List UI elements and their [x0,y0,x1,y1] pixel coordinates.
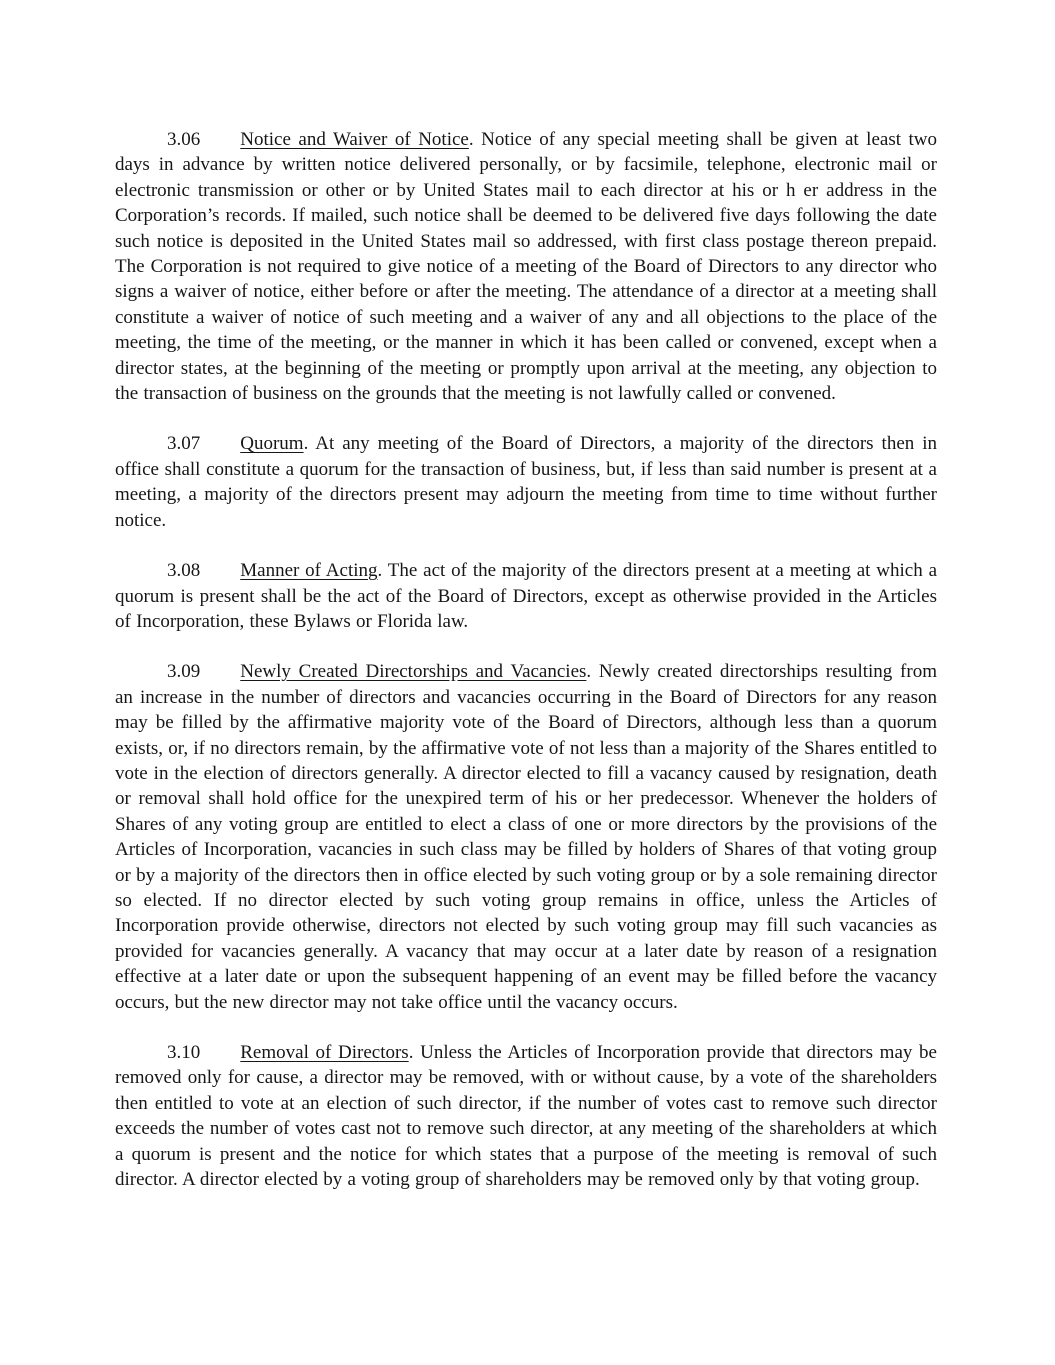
section-paragraph-3-08 [115,558,937,634]
section-number: 3.08 [167,560,201,582]
section-paragraph-3-09 [115,659,937,1015]
section-body: . Unless the Articles of Incorporation provide that directors may be removed only for cause, a director may be removed, with or without cause, by a vote of the shareholders then entitled to vote at an election of such director, if the number of votes cast to remove such director exceeds the number of votes cast not to remove such director, at any meeting of the shareholders at which a quorum is present and the notice for which states that a purpose of the meeting is removal of such director. A director elected by a voting group of shareholders may be removed only by that voting group. [115,1042,937,1191]
section-heading: Removal of Directors [240,1042,409,1063]
section-body: . At any meeting of the Board of Directors, a majority of the directors then in office shall constitute a quorum for the transaction of business, but, if less than said number is present at a meeting, a majority of the directors present may adjourn the meeting from time to time without further notice. [115,433,937,531]
section-heading: Newly Created Directorships and Vacancies [240,661,587,683]
section-body: . Notice of any special meeting shall be given at least two days in advance by written notice delivered personally, or by facsimile, telephone, electronic mail or electronic transmission or other or by United States mail to each director at his or h er address in the Corporation’s records. If mailed, such notice shall be deemed to be delivered five days following the date such notice is deposited in the United States mail so addressed, with first class postage thereon prepaid. The Corporation is not required to give notice of a meeting of the Board of Directors to any director who signs a waiver of notice, either before or after the meeting. The attendance of a director at a meeting shall constitute a waiver of notice of such meeting and a waiver of any and all objections to the place of the meeting, the time of the meeting, or the manner in which it has been called or convened, except when a director states, at the beginning of the meeting or promptly upon arrival at the meeting, any objection to the transaction of business on the grounds that the meeting is not lawfully called or convened. [115,129,938,405]
section-number: 3.10 [167,1042,201,1063]
section-heading: Manner of Acting [240,560,378,582]
section-heading: Quorum [240,433,304,455]
section-body: . Newly created directorships resulting from an increase in the number of directors and vacancies occurring in the Board of Directors for any reason may be filled by the affirmative majority vote of the Board of Directors, although less than a quorum exists, or, if no directors remain, by the affirmative vote of not less than a majority of the Shares entitled to vote in the election of directors generally. A director elected to fill a vacancy caused by resignation, death or removal shall hold office for the unexpired term of his or her predecessor. Whenever the holders of Shares of any voting group are entitled to elect a class of one or more directors by the provisions of the Articles of Incorporation, vacancies in such class may be filled by holders of Shares of that voting group or by a majority of the directors then in office elected by such voting group or by a sole remaining director so elected. If no director elected by such voting group remains in office, unless the Articles of Incorporation provide otherwise, directors not elected by such voting group may fill such vacancies as provided for vacancies generally. A vacancy that may occur at a later date by reason of a resignation effective at a later date or upon the subsequent happening of an event may be filled before the vacancy occurs, but the new director may not take office until the vacancy occurs. [115,661,937,1013]
section-paragraph-3-10 [115,1040,937,1192]
section-number: 3.06 [167,129,201,150]
section-paragraph-3-06 [115,127,937,406]
section-number: 3.09 [167,661,201,683]
section-paragraph-3-07 [115,431,937,533]
section-number: 3.07 [167,433,201,455]
section-heading: Notice and Waiver of Notice [240,129,469,150]
section-body: . The act of the majority of the directors present at a meeting at which a quorum is present shall be the act of the Board of Directors, except as otherwise provided in the Articles of Incorporation, these Bylaws or Florida law. [115,560,938,632]
